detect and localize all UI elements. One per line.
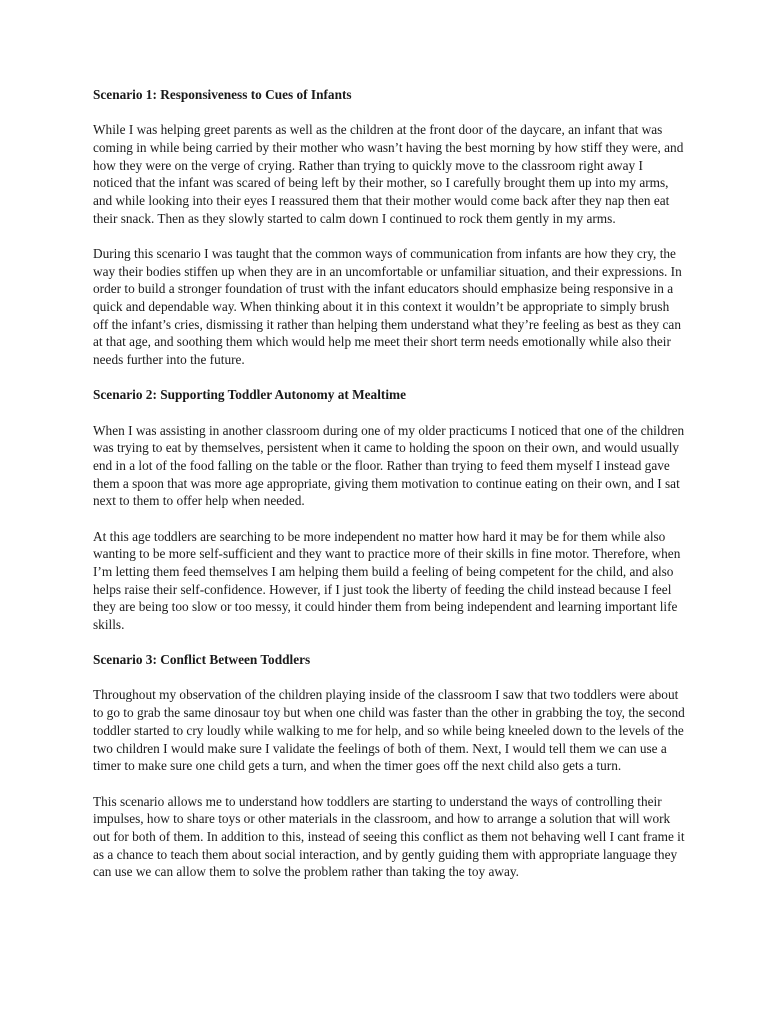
paragraph: Throughout my observation of the children playing inside of the classroom I saw that two toddlers were about to go to grab the same dinosaur toy but when one child was faster than the other in grabbing the toy, the second toddler started to cry loudly while walking to me for help, and so while being kneeled down to the levels of the two children I would make sure I validate the feelings of both of them. Next, I would tell them we can use a timer to make sure one child gets a turn, and when the timer goes off the next child also gets a turn.	[93, 687, 685, 774]
paragraph: While I was helping greet parents as well as the children at the front door of the daycare, an infant that was coming in while being carried by their mother who wasn’t having the best morning by how stiff they were, and how they were on the verge of crying. Rather than trying to quickly move to the classroom right away I noticed that the infant was scared of being left by their mother, so I carefully brought them up into my arms, and while looking into their eyes I reassured them that their mother would come back after they nap then eat their snack. Then as they slowly started to calm down I continued to rock them gently in my arms.	[93, 122, 684, 226]
paragraph: At this age toddlers are searching to be more independent no matter how hard it may be for them while also wanting to be more self-sufficient and they want to practice more of their skills in fine motor. Therefore, when I’m letting them feed themselves I am helping them build a feeling of being competent for the child, and also helps raise their self-confidence. However, if I just took the liberty of feeding the child instead because I feel they are being too slow or too messy, it could hinder them from being independent and learning important life skills.	[93, 528, 681, 633]
section-heading: Scenario 3: Conflict Between Toddlers	[93, 652, 311, 668]
document-page	[93, 86, 685, 899]
section-heading: Scenario 1: Responsiveness to Cues of Infants	[93, 87, 352, 102]
paragraph: During this scenario I was taught that the common ways of communication from infants are how they cry, the way their bodies stiffen up when they are in an uncomfortable or unfamiliar situation, and their expressions. In order to build a stronger foundation of trust with the infant educators should emphasize being responsive in a quick and dependable way. When thinking about it in this context it wouldn’t be appropriate to simply brush off the infant’s cries, dismissing it rather than helping them understand what they’re feeling as best as they can at that age, and soothing them which would help me meet their short term needs emotionally while also their needs further into the future.	[93, 245, 682, 368]
section-heading: Scenario 2: Supporting Toddler Autonomy at Mealtime	[93, 387, 406, 403]
scenario-2-section	[93, 386, 685, 633]
scenario-3-section	[93, 651, 685, 881]
scenario-1-section	[93, 86, 685, 369]
paragraph: When I was assisting in another classroom during one of my older practicums I noticed that one of the children was trying to eat by themselves, persistent when it came to holding the spoon on their own, and would usually end in a lot of the food falling on the table or the floor. Rather than trying to feed them myself I instead gave them a spoon that was more age appropriate, giving them motivation to continue eating on their own, and I sat next to them to offer help when needed.	[93, 422, 685, 509]
paragraph: This scenario allows me to understand how toddlers are starting to understand the ways of controlling their impulses, how to share toys or other materials in the classroom, and how to arrange a solution that will work out for both of them. In addition to this, instead of seeing this conflict as them not behaving well I cant frame it as a chance to teach them about social interaction, and by gently guiding them with appropriate language they can use we can allow them to solve the problem rather than taking the toy away.	[93, 793, 685, 880]
